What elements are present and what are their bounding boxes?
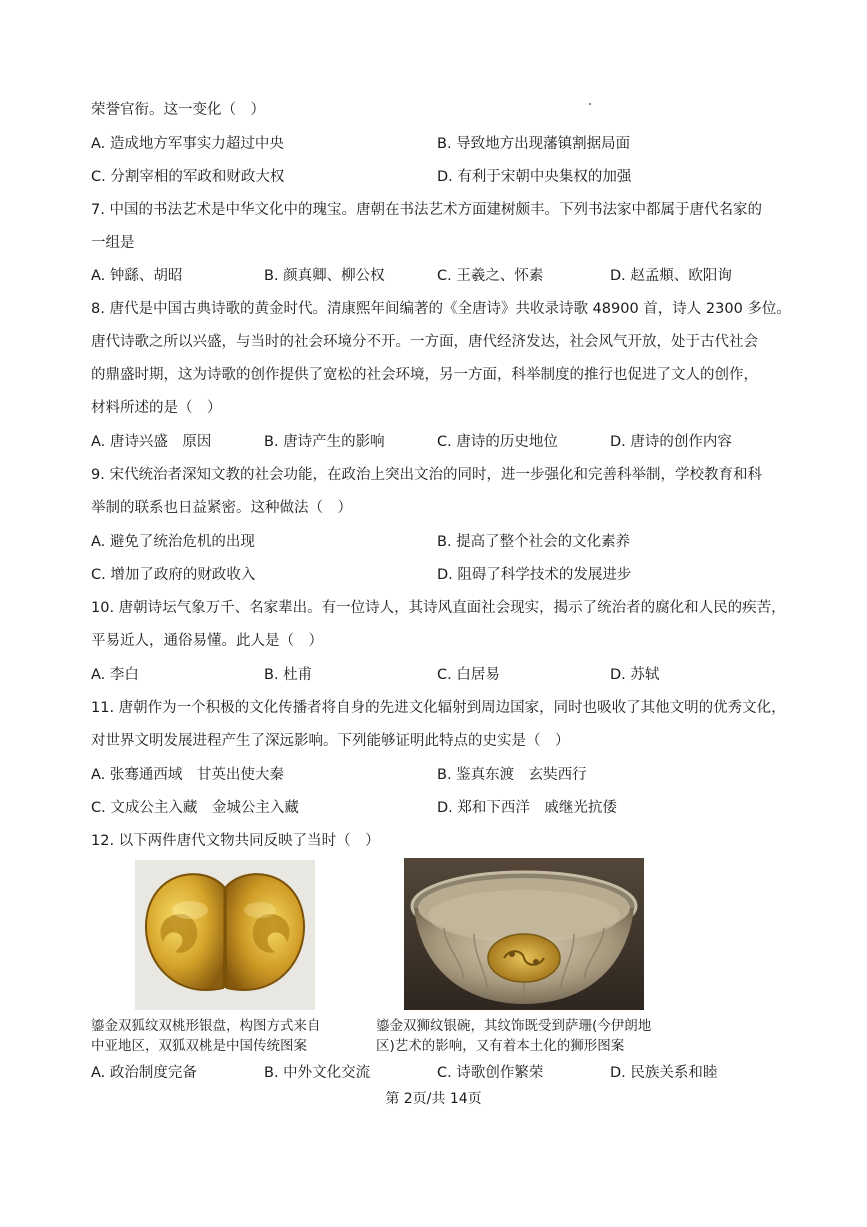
q11-stem-1: 11. 唐朝作为一个积极的文化传播者将自身的先进文化辐射到周边国家，同时也吸收了其他文明的优秀文化， xyxy=(91,700,786,716)
q12-option-b: B. 中外文化交流 xyxy=(264,1065,371,1081)
silver-plate-image xyxy=(135,860,315,1010)
q7-stem-1: 7. 中国的书法艺术是中华文化中的瑰宝。唐朝在书法艺术方面建树颇丰。下列书法家中都属于唐代名家的 xyxy=(91,202,762,218)
silver-bowl-image xyxy=(404,858,644,1010)
q10-option-b: B. 杜甫 xyxy=(264,667,313,683)
q8-stem-3: 的鼎盛时期，这为诗歌的创作提供了宽松的社会环境，另一方面，科举制度的推行也促进了文人的创作， xyxy=(91,367,758,383)
q6-option-b: B. 导致地方出现藩镇割据局面 xyxy=(437,136,631,152)
q9-stem-2: 举制的联系也日益紧密。这种做法（ ） xyxy=(91,500,352,516)
q10-option-d: D. 苏轼 xyxy=(610,667,660,683)
q12-option-a: A. 政治制度完备 xyxy=(91,1065,197,1081)
q9-stem-1: 9. 宋代统治者深知文教的社会功能，在政治上突出文治的同时，进一步强化和完善科举制，学校教育和科 xyxy=(91,467,762,483)
q6-option-a: A. 造成地方军事实力超过中央 xyxy=(91,136,284,152)
q9-option-b: B. 提高了整个社会的文化素养 xyxy=(437,534,631,550)
q6-option-d: D. 有利于宋朝中央集权的加强 xyxy=(437,169,632,185)
q8-option-c: C. 唐诗的历史地位 xyxy=(437,434,558,450)
q6-tail: 荣誉官衔。这一变化（ ） xyxy=(91,102,265,118)
q10-option-a: A. 李白 xyxy=(91,667,139,683)
q7-option-a: A. 钟繇、胡昭 xyxy=(91,268,183,284)
q8-stem-2: 唐代诗歌之所以兴盛，与当时的社会环境分不开。一方面，唐代经济发达，社会风气开放，处于古代社会 xyxy=(91,334,758,350)
q11-option-c: C. 文成公主入藏 金城公主入藏 xyxy=(91,800,299,816)
q11-option-b: B. 鉴真东渡 玄奘西行 xyxy=(437,767,587,783)
left-image-caption-2: 中亚地区，双狐双桃是中国传统图案 xyxy=(91,1038,307,1054)
q11-option-d: D. 郑和下西洋 戚继光抗倭 xyxy=(437,800,617,816)
q8-option-d: D. 唐诗的创作内容 xyxy=(610,434,732,450)
q7-option-c: C. 王羲之、怀素 xyxy=(437,268,544,284)
double-lion-silver-bowl-illustration xyxy=(404,858,644,1010)
left-image-caption-1: 鎏金双狐纹双桃形银盘，构图方式来自 xyxy=(91,1018,321,1034)
page-footer: 第 2页/共 14页 xyxy=(385,1091,482,1107)
q6-option-c: C. 分割宰相的军政和财政大权 xyxy=(91,169,285,185)
q11-option-a: A. 张骞通西域 甘英出使大秦 xyxy=(91,767,284,783)
q8-stem-1: 8. 唐代是中国古典诗歌的黄金时代。清康熙年间编著的《全唐诗》共收录诗歌 48900 首，诗人 2300 多位。 xyxy=(91,301,791,317)
q12-option-d: D. 民族关系和睦 xyxy=(610,1065,718,1081)
q7-option-d: D. 赵孟頫、欧阳询 xyxy=(610,268,732,284)
q11-stem-2: 对世界文明发展进程产生了深远影响。下列能够证明此特点的史实是（ ） xyxy=(91,733,570,749)
q10-stem-2: 平易近人，通俗易懂。此人是（ ） xyxy=(91,633,323,649)
double-fox-peach-plate-illustration xyxy=(135,860,315,1010)
q10-option-c: C. 白居易 xyxy=(437,667,500,683)
q7-option-b: B. 颜真卿、柳公权 xyxy=(264,268,385,284)
q8-stem-4: 材料所述的是（ ） xyxy=(91,400,222,416)
speck xyxy=(589,103,591,105)
right-image-caption-2: 区)艺术的影响，又有着本土化的狮形图案 xyxy=(376,1038,625,1054)
q9-option-d: D. 阻碍了科学技术的发展进步 xyxy=(437,567,632,583)
right-image-caption-1: 鎏金双狮纹银碗，其纹饰既受到萨珊(今伊朗地 xyxy=(376,1018,652,1034)
q9-option-c: C. 增加了政府的财政收入 xyxy=(91,567,256,583)
q12-option-c: C. 诗歌创作繁荣 xyxy=(437,1065,544,1081)
q10-stem-1: 10. 唐朝诗坛气象万千、名家辈出。有一位诗人，其诗风直面社会现实，揭示了统治者的腐化和人民的疾苦， xyxy=(91,600,786,616)
q8-option-b: B. 唐诗产生的影响 xyxy=(264,434,385,450)
q7-stem-2: 一组是 xyxy=(91,235,135,251)
q12-stem: 12. 以下两件唐代文物共同反映了当时（ ） xyxy=(91,833,380,849)
q8-option-a: A. 唐诗兴盛 原因 xyxy=(91,434,212,450)
q9-option-a: A. 避免了统治危机的出现 xyxy=(91,534,255,550)
